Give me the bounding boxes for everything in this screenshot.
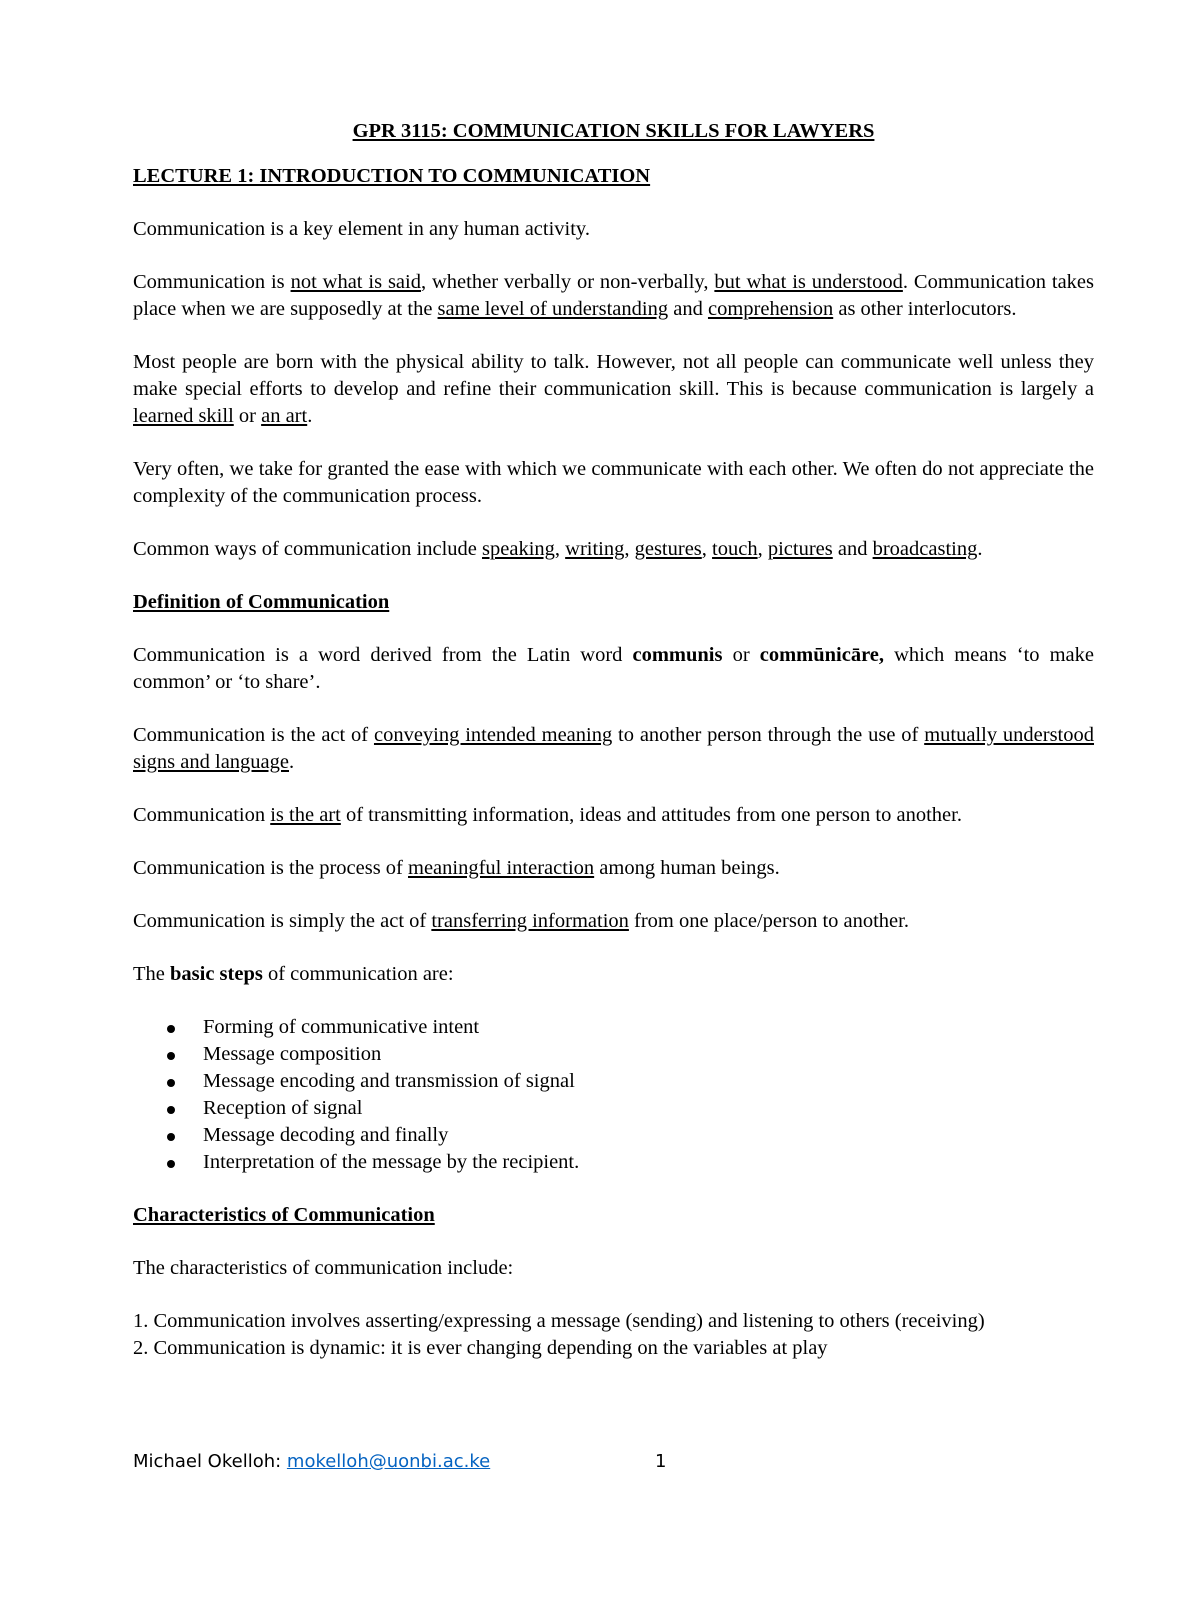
characteristics-list — [133, 1308, 1094, 1362]
characteristics-intro: The characteristics of communication include: — [133, 1257, 514, 1279]
basic-steps-list — [133, 1014, 1094, 1176]
bullet-icon — [167, 1079, 175, 1087]
bullet-icon — [167, 1025, 175, 1033]
paragraph-complexity: Very often, we take for granted the ease with which we communicate with each other. We often do not appreciate the complexity of the communication process. — [133, 458, 1094, 507]
list-item: Reception of signal — [203, 1095, 1094, 1122]
bullet-icon — [167, 1052, 175, 1060]
page-content — [133, 118, 1094, 1362]
page-footer — [133, 1450, 833, 1474]
list-item: Message composition — [203, 1041, 1094, 1068]
paragraph-learned-skill: Most people are born with the physical ability to talk. However, not all people can communicate well unless they make special efforts to develop and refine their communication skill. This is because communication is largely a learned skill or an art. — [133, 351, 1094, 427]
list-item: Message decoding and finally — [203, 1122, 1094, 1149]
steps-intro: The basic steps of communication are: — [133, 963, 454, 985]
bullet-icon — [167, 1133, 175, 1141]
paragraph-common-ways: Common ways of communication include speaking, writing, gestures, touch, pictures and broadcasting. — [133, 538, 983, 560]
definition-art: Communication is the art of transmitting information, ideas and attitudes from one person to another. — [133, 804, 962, 826]
bullet-icon — [167, 1106, 175, 1114]
list-item: Message encoding and transmission of signal — [203, 1068, 1094, 1095]
lecture-heading: LECTURE 1: INTRODUCTION TO COMMUNICATION — [133, 165, 651, 187]
document-title: GPR 3115: COMMUNICATION SKILLS FOR LAWYERS — [352, 120, 875, 142]
footer-author: Michael Okelloh: — [133, 1451, 287, 1472]
bullet-icon — [167, 1160, 175, 1168]
list-item: Forming of communicative intent — [203, 1014, 1094, 1041]
definition-heading: Definition of Communication — [133, 591, 390, 613]
author-email-link[interactable]: mokelloh@uonbi.ac.ke — [286, 1451, 491, 1472]
page-number: 1 — [655, 1451, 667, 1472]
list-item: 1. Communication involves asserting/expressing a message (sending) and listening to others (receiving) — [133, 1310, 985, 1332]
paragraph-intro: Communication is a key element in any human activity. — [133, 218, 590, 240]
definition-transferring: Communication is simply the act of transferring information from one place/person to another. — [133, 910, 909, 932]
paragraph-understanding: Communication is not what is said, whether verbally or non-verbally, but what is understood. Communication takes place when we are supposedly at the same level of understanding and comprehension as other interlocutors. — [133, 271, 1094, 320]
definition-process: Communication is the process of meaningful interaction among human beings. — [133, 857, 780, 879]
list-item: 2. Communication is dynamic: it is ever changing depending on the variables at play — [133, 1337, 828, 1359]
list-item: Interpretation of the message by the recipient. — [203, 1149, 1094, 1176]
characteristics-heading: Characteristics of Communication — [133, 1204, 435, 1226]
definition-conveying: Communication is the act of conveying intended meaning to another person through the use of mutually understood signs and language. — [133, 724, 1095, 773]
definition-latin: Communication is a word derived from the Latin word communis or commūnicāre, which means ‘to make common’ or ‘to share’. — [133, 644, 1095, 693]
